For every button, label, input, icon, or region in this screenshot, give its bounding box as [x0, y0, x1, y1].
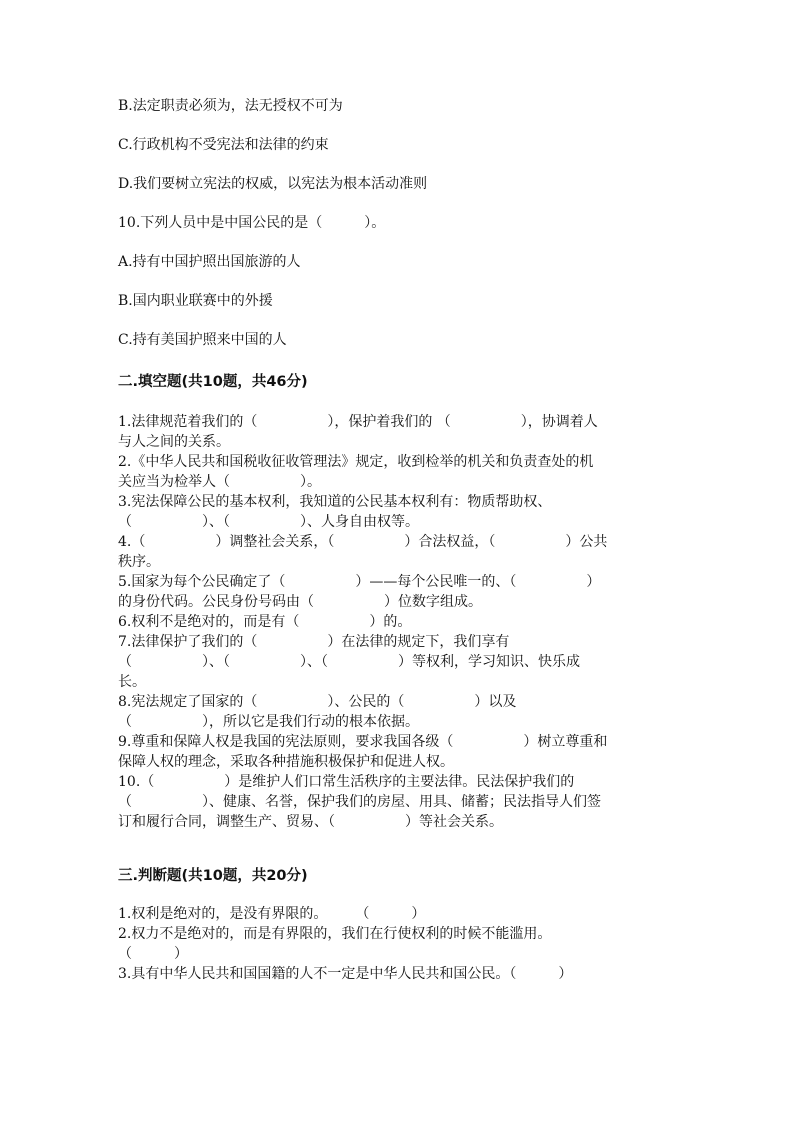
q9-option-b: B.法定职责必须为，法无授权不可为	[118, 98, 343, 114]
fill-line: 3.宪法保障公民的基本权利，我知道的公民基本权利有：物质帮助权、	[118, 494, 552, 510]
fill-line: （ ）、健康、名誉，保护我们的房屋、用具、储蓄；民法指导人们签	[118, 794, 601, 810]
fill-section-heading: 二.填空题(共10题，共46分)	[118, 374, 308, 390]
fill-line: 5.国家为每个公民确定了（ ）——每个公民唯一的、（ ）	[118, 574, 601, 590]
judge-line: 1.权利是绝对的，是没有界限的。 （ ）	[118, 906, 426, 922]
fill-line: 的身份代码。公民身份号码由（ ）位数字组成。	[118, 594, 482, 610]
fill-line: 10.（ ）是维护人们口常生活秩序的主要法律。民法保护我们的	[118, 774, 575, 790]
fill-line: 4.（ ）调整社会关系，（ ）合法权益，（ ）公共	[118, 534, 608, 550]
fill-line: 关应当为检举人（ ）。	[118, 474, 321, 490]
fill-line: 与人之间的关系。	[118, 434, 230, 450]
q9-option-c: C.行政机构不受宪法和法律的约束	[118, 137, 329, 153]
fill-line: 保障人权的理念，采取各种措施积极保护和促进人权。	[118, 754, 454, 770]
fill-line: 2.《中华人民共和国税收征收管理法》规定，收到检举的机关和负责查处的机	[118, 454, 594, 470]
fill-section-body	[118, 412, 678, 832]
fill-line: 6.权利不是绝对的，而是有（ ）的。	[118, 614, 412, 630]
fill-line: 订和履行合同，调整生产、贸易、（ ）等社会关系。	[118, 814, 503, 830]
q10-stem: 10.下列人员中是中国公民的是（ ）。	[118, 215, 386, 231]
judge-section-body	[118, 904, 678, 984]
judge-line: 2.权力不是绝对的，而是有界限的，我们在行使权利的时候不能滥用。	[118, 926, 552, 942]
q9-option-d: D.我们要树立宪法的权威，以宪法为根本活动准则	[118, 176, 428, 192]
fill-line: （ ）、（ ）、（ ）等权利，学习知识、快乐成	[118, 654, 580, 670]
q10-option-c: C.持有美国护照来中国的人	[118, 332, 287, 348]
q10-option-b: B.国内职业联赛中的外援	[118, 293, 273, 309]
q10-option-a: A.持有中国护照出国旅游的人	[118, 254, 301, 270]
judge-line: （ ）	[118, 946, 188, 962]
fill-line: 7.法律保护了我们的（ ）在法律的规定下，我们享有	[118, 634, 510, 650]
fill-line: 8.宪法规定了国家的（ ）、公民的（ ）以及	[118, 694, 517, 710]
judge-line: 3.具有中华人民共和国国籍的人不一定是中华人民共和国公民。（ ）	[118, 966, 573, 982]
fill-line: 秩序。	[118, 554, 160, 570]
fill-line: 1.法律规范着我们的（ ），保护着我们的 （ ），协调着人	[118, 414, 598, 430]
fill-line: 9.尊重和保障人权是我国的宪法原则，要求我国各级（ ）树立尊重和	[118, 734, 608, 750]
judge-section-heading: 三.判断题(共10题，共20分)	[118, 868, 308, 884]
fill-line: 长。	[118, 674, 146, 690]
multiple-choice-tail	[118, 96, 678, 369]
fill-line: （ ）、（ ）、人身自由权等。	[118, 514, 419, 530]
fill-line: （ ），所以它是我们行动的根本依据。	[118, 714, 419, 730]
